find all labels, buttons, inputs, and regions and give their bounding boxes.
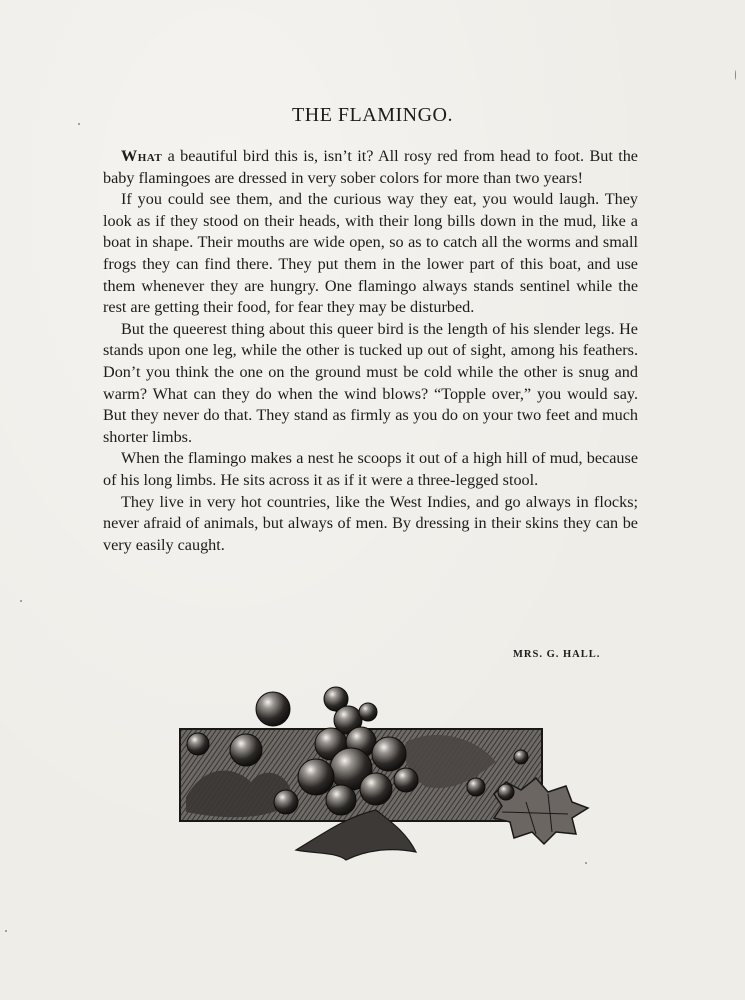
paragraph-1-text: a beautiful bird this is, isn’t it? All rosy red from head to foot. But the baby flamingoes are dressed in very sober colors for more than two years! (103, 147, 638, 187)
grapes-and-leaves-icon (176, 682, 596, 862)
lead-word: What (121, 147, 163, 165)
paragraph-4: When the flamingo makes a nest he scoops it out of a high hill of mud, because of his long limbs. He sits across it as if it were a three-legged stool. (103, 449, 638, 489)
paragraph-3: But the queerest thing about this queer bird is the length of his slender legs. He stands upon one leg, while the other is tucked up out of sight, among his feathers. Don’t you think the one on the ground must be cold while the other is snug and warm? What can they do when the wind blows? “Topple over,” you would say. But they never do that. They stand as firmly as you do on your two feet and much shorter limbs. (103, 319, 638, 446)
paper-speck (585, 862, 587, 864)
article-body (103, 146, 638, 556)
paragraph-5: They live in very hot countries, like the West Indies, and go always in flocks; never afraid of animals, but always of men. By dressing in their skins they can be very easily caught. (103, 492, 638, 554)
page-title: THE FLAMINGO. (292, 104, 453, 126)
paper-speck (735, 70, 736, 80)
paper-speck (5, 930, 7, 932)
paragraph-2: If you could see them, and the curious way they eat, you would laugh. They look as if they stood on their heads, with their long bills down in the mud, like a boat in shape. Their mouths are wide open, so as to catch all the worms and small frogs they can find there. They put them in the lower part of this boat, and use them whenever they are hungry. One flamingo always stands sentinel while the rest are getting their food, for fear they may be disturbed. (103, 190, 638, 317)
paragraph-1 (103, 146, 638, 189)
paper-speck (78, 123, 80, 125)
author-signature: MRS. G. HALL. (513, 649, 601, 660)
paper-speck (20, 600, 22, 602)
